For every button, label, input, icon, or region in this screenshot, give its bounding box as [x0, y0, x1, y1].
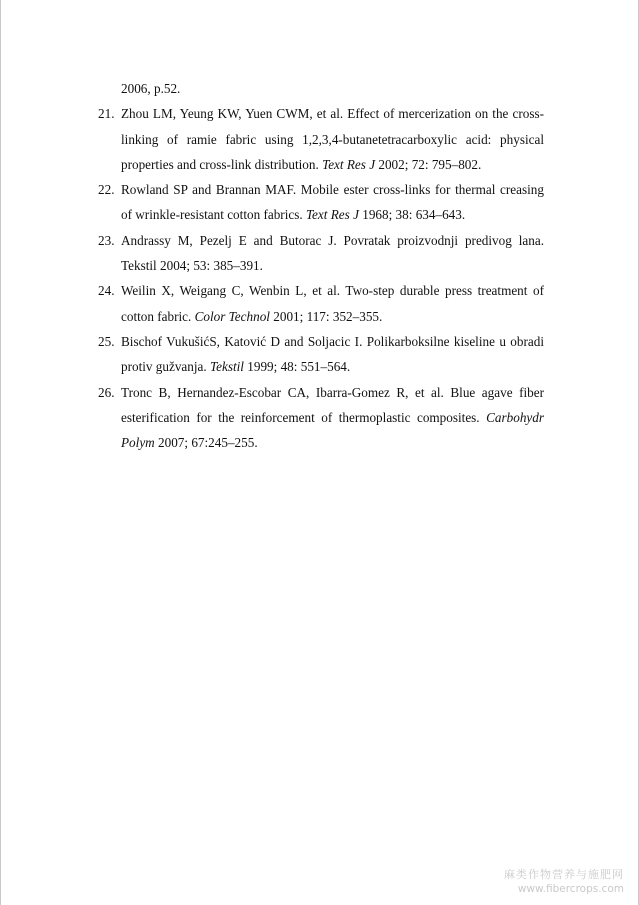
- reference-item: [98, 177, 544, 228]
- reference-details: 2007; 67:245–255.: [154, 435, 258, 451]
- reference-text: [121, 228, 544, 279]
- watermark-site-name: 麻类作物营养与施肥网: [504, 868, 624, 881]
- reference-item: [98, 101, 544, 177]
- reference-journal: Tekstil: [210, 359, 244, 375]
- watermark-url: www.fibercrops.com: [517, 883, 624, 895]
- reference-authors: Bischof VukušićS, Katović D and Soljacic I. Polikarboksilne kiseline u obradi protiv gužvanja.: [121, 333, 544, 375]
- reference-item: [98, 228, 544, 279]
- reference-text: [121, 329, 544, 380]
- reference-details: 1999; 48: 551–564.: [243, 359, 351, 375]
- reference-journal: Text Res J: [305, 207, 359, 223]
- reference-text: [121, 177, 544, 228]
- reference-continuation: 2006, p.52.: [121, 81, 181, 96]
- reference-authors: Tronc B, Hernandez-Escobar CA, Ibarra-Gomez R, et al. Blue agave fiber esterification for the reinforcement of thermoplastic composites.: [121, 384, 544, 425]
- reference-number: 22.: [98, 182, 115, 198]
- reference-journal: Carbohydr Polym: [121, 409, 544, 451]
- reference-number: 25.: [98, 333, 115, 349]
- reference-item: [98, 380, 544, 456]
- reference-number: 26.: [98, 384, 115, 400]
- reference-number: 24.: [98, 283, 115, 299]
- reference-journal: Text Res J: [322, 156, 376, 172]
- reference-details: 1968; 38: 634–643.: [358, 207, 466, 223]
- reference-item: [98, 278, 544, 329]
- reference-authors: Andrassy M, Pezelj E and Butorac J. Povratak proizvodnji predivog lana. Tekstil 2004; 53: 385–391.: [121, 232, 544, 274]
- reference-number: 21.: [98, 106, 115, 122]
- site-watermark: [504, 867, 624, 897]
- reference-number: 23.: [98, 232, 115, 248]
- reference-details: 2002; 72: 795–802.: [375, 156, 482, 172]
- reference-list: [98, 76, 544, 455]
- reference-details: 2001; 117: 352–355.: [269, 308, 383, 324]
- reference-authors: Weilin X, Weigang C, Wenbin L, et al. Two-step durable press treatment of cotton fabric.: [121, 283, 544, 324]
- reference-authors: Rowland SP and Brannan MAF. Mobile ester cross-links for thermal creasing of wrinkle-resistant cotton fabrics.: [121, 182, 544, 223]
- reference-text: [121, 101, 544, 177]
- reference-authors: Zhou LM, Yeung KW, Yuen CWM, et al. Effect of mercerization on the cross-linking of ramie fabric using 1,2,3,4-butanetetracarboxylic acid: physical properties and cross-link distribution.: [121, 106, 544, 172]
- reference-text: [121, 380, 544, 456]
- reference-text: [121, 278, 544, 329]
- reference-journal: Color Technol: [194, 308, 270, 324]
- reference-item: [98, 329, 544, 380]
